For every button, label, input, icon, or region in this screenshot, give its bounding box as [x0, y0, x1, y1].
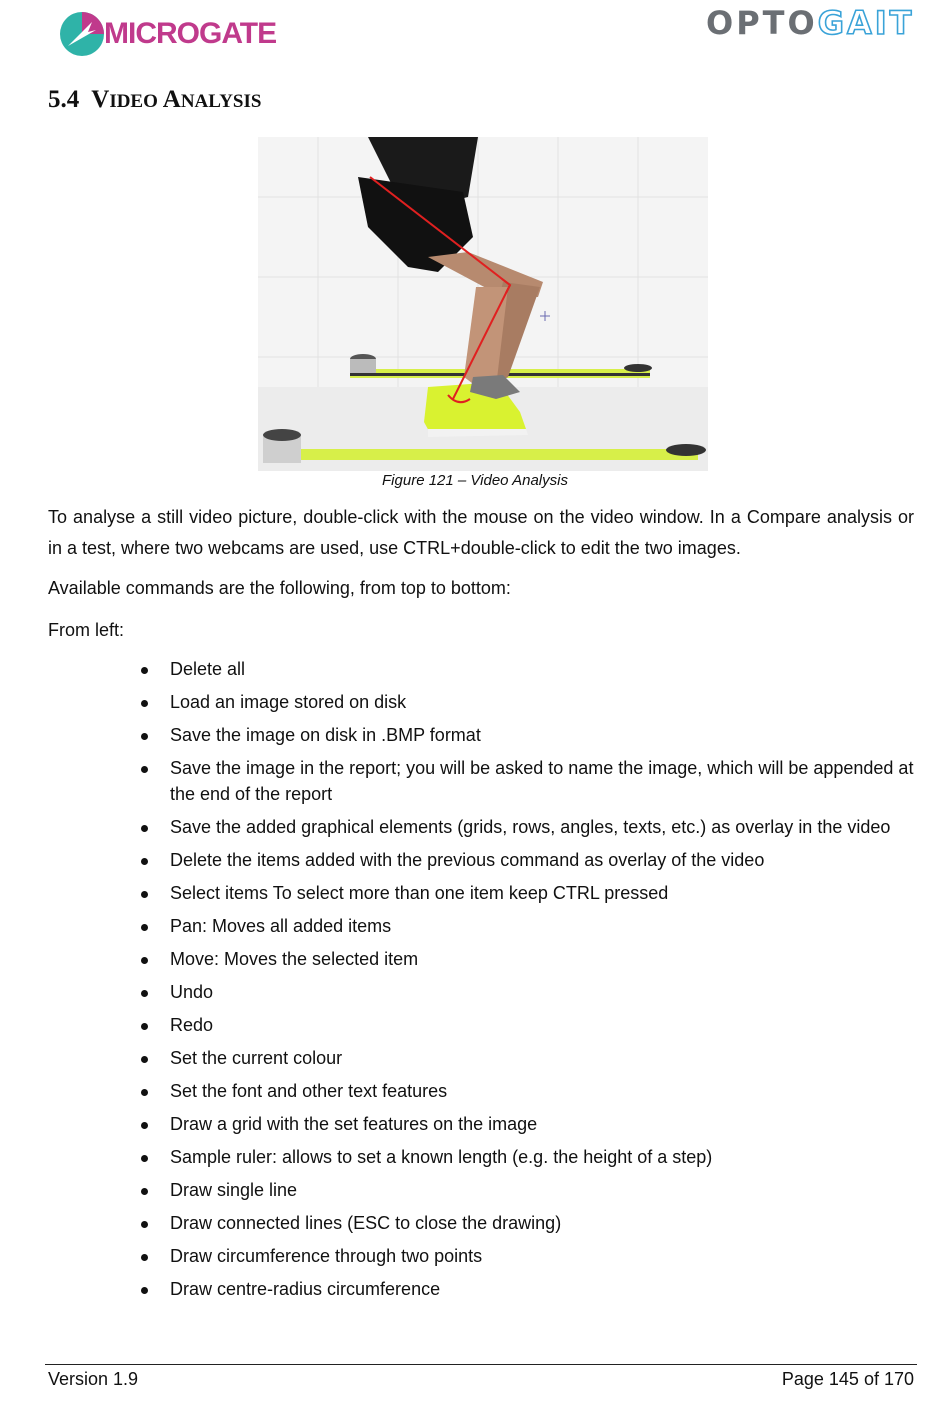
optogait-logo-part2: GAIT — [817, 4, 915, 42]
bullet-icon — [141, 700, 148, 707]
microgate-logo — [58, 8, 278, 60]
video-analysis-figure — [258, 137, 708, 471]
list-item-text: Set the font and other text features — [170, 1081, 448, 1101]
list-item-text: Load an image stored on disk — [170, 692, 407, 712]
bullet-icon — [141, 733, 148, 740]
list-item-text: Draw circumference through two points — [170, 1246, 483, 1266]
bullet-icon — [141, 957, 148, 964]
list-item-text: Draw connected lines (ESC to close the drawing) — [170, 1213, 562, 1233]
optogait-logo-part1: OPTO — [706, 4, 818, 42]
list-item-text: Sample ruler: allows to set a known length (e.g. the height of a step) — [170, 1147, 713, 1167]
list-item-text: Save the image in the report; you will be asked to name the image, which will be appended at the end of the report — [170, 758, 914, 804]
available-commands-paragraph: Available commands are the following, from top to bottom: — [48, 578, 511, 598]
list-item — [0, 1012, 950, 1038]
figure-caption: Figure 121 – Video Analysis — [382, 472, 568, 489]
list-item — [0, 946, 950, 972]
bullet-icon — [141, 990, 148, 997]
optogait-logo — [706, 4, 946, 42]
bullet-icon — [141, 667, 148, 674]
bullet-icon — [141, 1221, 148, 1228]
list-item-text: Draw a grid with the set features on the image — [170, 1114, 538, 1134]
footer-version: Version 1.9 — [48, 1369, 139, 1389]
list-item — [0, 1177, 950, 1203]
list-item-text: Pan: Moves all added items — [170, 916, 392, 936]
list-item-text: Undo — [170, 982, 214, 1002]
list-item — [0, 656, 950, 682]
bullet-icon — [141, 1287, 148, 1294]
list-item — [0, 1276, 950, 1302]
list-item — [0, 979, 950, 1005]
section-heading — [48, 86, 261, 114]
list-item — [0, 847, 950, 873]
list-item — [0, 913, 950, 939]
bullet-icon — [141, 924, 148, 931]
video-analysis-image — [258, 137, 708, 471]
list-item — [0, 1045, 950, 1071]
list-item — [0, 1144, 950, 1170]
list-item — [0, 1243, 950, 1269]
section-title-rest-2: NALYSIS — [180, 91, 262, 112]
from-left-paragraph: From left: — [48, 620, 125, 640]
section-title-cap-1: V — [91, 86, 110, 113]
list-item — [0, 814, 950, 840]
bullet-icon — [141, 1254, 148, 1261]
bullet-icon — [141, 1089, 148, 1096]
list-item-text: Delete the items added with the previous command as overlay of the video — [170, 850, 765, 870]
commands-list — [0, 656, 950, 1309]
list-item — [0, 880, 950, 906]
bullet-icon — [141, 1188, 148, 1195]
section-number: 5.4 — [48, 86, 80, 113]
bullet-icon — [141, 1023, 148, 1030]
list-item — [0, 1210, 950, 1236]
page-header — [0, 0, 950, 70]
list-item-text: Draw centre-radius circumference — [170, 1279, 441, 1299]
list-item-text: Save the image on disk in .BMP format — [170, 725, 481, 745]
list-item — [0, 1078, 950, 1104]
section-title-cap-2: A — [162, 86, 181, 113]
bullet-icon — [141, 825, 148, 832]
bullet-icon — [141, 766, 148, 773]
list-item-text: Save the added graphical elements (grids, rows, angles, texts, etc.) as overlay in the video — [170, 817, 891, 837]
section-title-rest-1: IDEO — [109, 91, 158, 112]
list-item-text: Redo — [170, 1015, 214, 1035]
footer-divider — [45, 1364, 917, 1365]
bullet-icon — [141, 1122, 148, 1129]
list-item — [0, 722, 950, 748]
bullet-icon — [141, 1056, 148, 1063]
list-item-text: Draw single line — [170, 1180, 298, 1200]
list-item-text: Set the current colour — [170, 1048, 343, 1068]
microgate-mark-icon — [58, 10, 106, 58]
list-item-text: Move: Moves the selected item — [170, 949, 419, 969]
list-item — [0, 689, 950, 715]
footer-page-number: Page 145 of 170 — [781, 1369, 914, 1389]
bullet-icon — [141, 1155, 148, 1162]
list-item-text: Select items To select more than one item keep CTRL pressed — [170, 883, 669, 903]
list-item — [0, 1111, 950, 1137]
bullet-icon — [141, 858, 148, 865]
optogait-logo-text — [706, 4, 914, 42]
intro-paragraph: To analyse a still video picture, double-click with the mouse on the video window. In a Compare analysis or in a test, where two webcams are used, use CTRL+double-click to edit the two images. — [48, 507, 914, 558]
list-item — [0, 755, 950, 807]
bullet-icon — [141, 891, 148, 898]
microgate-logo-text: MICROGATE — [104, 17, 277, 50]
list-item-text: Delete all — [170, 659, 246, 679]
